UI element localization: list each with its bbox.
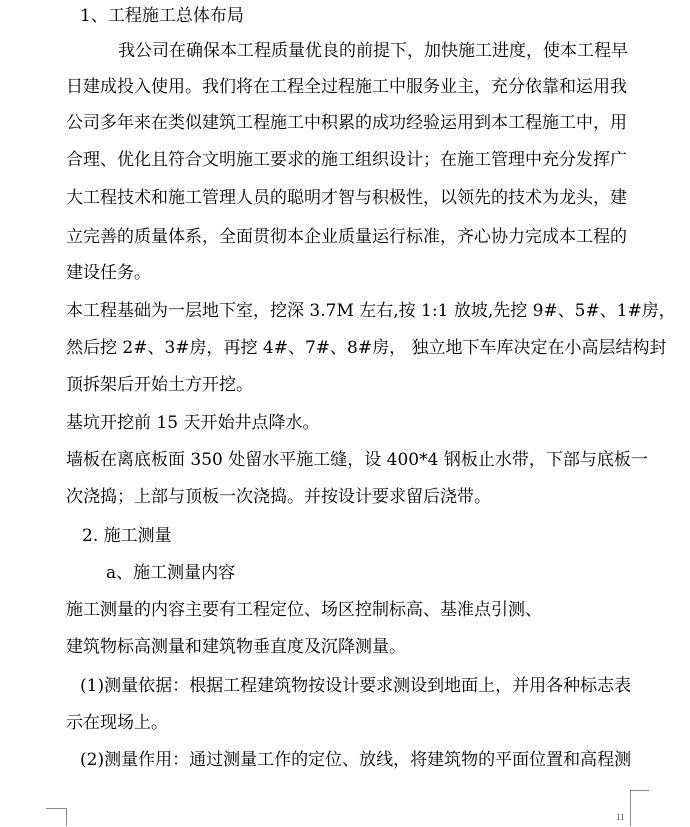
section2-heading: 2. 施工测量 [82, 526, 172, 546]
paragraph5-line2: 建筑物标高测量和建筑物垂直度及沉降测量。 [66, 637, 406, 657]
page-number: 11 [616, 812, 625, 822]
paragraph1-line7: 建设任务。 [66, 263, 151, 283]
paragraph2-line1: 本工程基础为一层地下室，挖深 3.7M 左右,按 1:1 放坡,先挖 9#、5#、1#房， [66, 301, 676, 321]
crop-mark-left-vertical [66, 808, 67, 826]
paragraph1-line2: 日建成投入使用。我们将在工程全过程施工中服务业主，充分依靠和运用我 [66, 77, 627, 97]
crop-mark-right-horizontal [631, 790, 649, 791]
paragraph1-line3: 公司多年来在类似建筑工程施工中积累的成功经验运用到本工程施工中，用 [66, 113, 627, 133]
crop-mark-left-horizontal [46, 808, 66, 809]
subheading-a: a、施工测量内容 [106, 563, 236, 583]
crop-mark-right-vertical [630, 790, 631, 826]
paragraph4-line2: 次浇捣；上部与顶板一次浇捣。并按设计要求留后浇带。 [66, 487, 491, 507]
paragraph1-line4: 合理、优化且符合文明施工要求的施工组织设计；在施工管理中充分发挥广 [66, 150, 627, 170]
paragraph2-line2: 然后挖 2#、3#房，再挖 4#、7#、8#房， 独立地下车库决定在小高层结构封 [66, 338, 667, 358]
paragraph2-line3: 顶拆架后开始土方开挖。 [66, 375, 253, 395]
paragraph1-line5: 大工程技术和施工管理人员的聪明才智与积极性，以领先的技术为龙头，建 [66, 188, 627, 208]
item1-line2: 示在现场上。 [66, 713, 168, 733]
item1-line1: (1)测量依据：根据工程建筑物按设计要求测设到地面上，并用各种标志表 [80, 676, 632, 696]
section1-heading: 1、工程施工总体布局 [80, 6, 244, 26]
paragraph1-line6: 立完善的质量体系，全面贯彻本企业质量运行标准，齐心协力完成本工程的 [66, 227, 627, 247]
paragraph3: 基坑开挖前 15 天开始井点降水。 [66, 413, 320, 433]
item2-line1: (2)测量作用：通过测量工作的定位、放线，将建筑物的平面位置和高程测 [80, 750, 632, 770]
paragraph1-line1: 我公司在确保本工程质量优良的前提下，加快施工进度，使本工程早 [118, 41, 628, 61]
paragraph5-line1: 施工测量的内容主要有工程定位、场区控制标高、基准点引测、 [66, 600, 542, 620]
paragraph4-line1: 墙板在离底板面 350 处留水平施工缝，设 400*4 钢板止水带，下部与底板一 [66, 450, 648, 470]
